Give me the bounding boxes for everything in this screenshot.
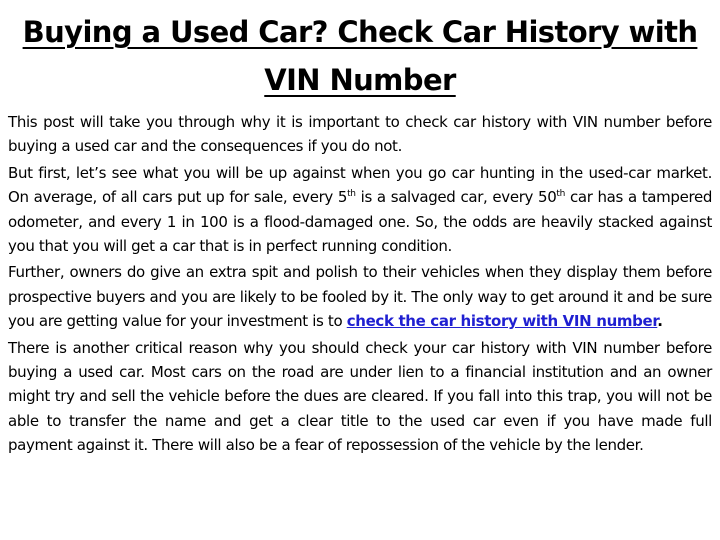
statistics-text-part-2: is a salvaged car, every 50: [355, 188, 557, 207]
ordinal-suffix-2: th: [556, 189, 565, 200]
paragraph-lien: There is another critical reason why you should check your car history with VIN number before buying a used car. Most cars on the road are under lien to a financial institution and an owner might try and sell the vehicle before the dues are cleared. If you fall into this trap, you will not be able to transfer the name and get a clear title to the used car even if you have made full payment against it. There will also be a fear of repossession of the vehicle by the lender.: [8, 338, 712, 455]
article-title-line-1: Buying a Used Car? Check Car History with: [22, 15, 698, 49]
paragraph-inspection: [8, 260, 712, 333]
paragraph-intro: This post will take you through why it is important to check car history with VIN number before buying a used car and the consequences if you do not.: [8, 113, 712, 156]
check-car-history-link[interactable]: check the car history with VIN number: [346, 312, 658, 331]
paragraph-statistics: [8, 161, 712, 259]
article-title-line-2: VIN Number: [264, 63, 456, 97]
article-title: [8, 8, 712, 104]
article-body: [8, 110, 712, 458]
ordinal-suffix-1: th: [347, 189, 356, 200]
inspection-text: Further, owners do give an extra spit and polish to their vehicles when they display them before prospective buyers and you are likely to be fooled by it. The only way to get around it and be sure you are getting value for your investment is to: [8, 263, 712, 331]
statistics-text-part-3: car has a tampered odometer, and every 1 in 100 is a flood-damaged one. So, the odds are heavily stacked against you that you will get a car that is in perfect running condition.: [8, 188, 712, 256]
inspection-period: .: [657, 312, 663, 331]
statistics-text-part-1: But first, let’s see what you will be up against when you go car hunting in the used-car market. On average, of all cars put up for sale, every 5: [8, 163, 712, 207]
